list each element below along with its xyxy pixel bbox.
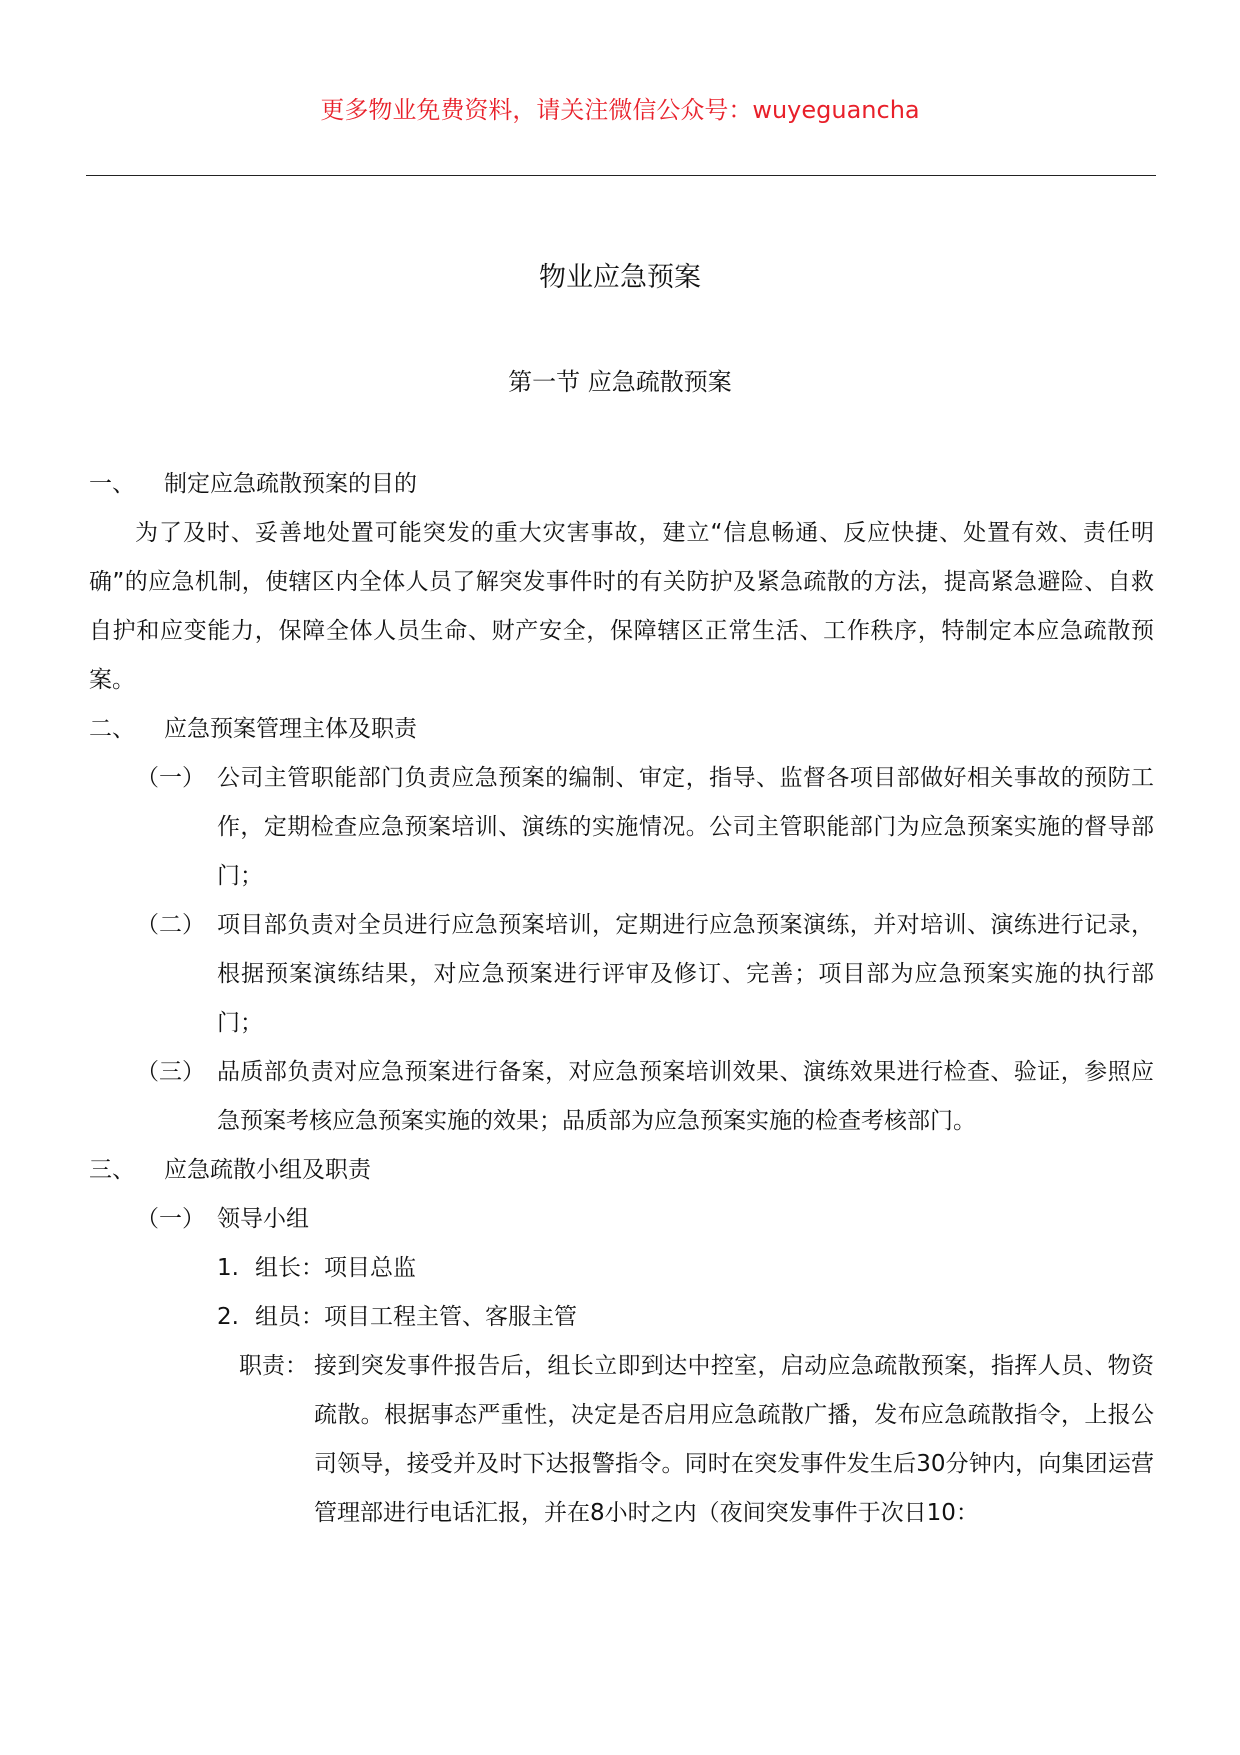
section-number: 一、 (89, 471, 135, 497)
team-heading (89, 1195, 1154, 1244)
item-number: （三） (136, 1059, 205, 1085)
management-item (89, 754, 1154, 901)
member-text: 组员：项目工程主管、客服主管 (255, 1304, 577, 1330)
item-text: 领导小组 (217, 1206, 309, 1232)
item-number: （一） (136, 1206, 205, 1232)
item-text: 品质部负责对应急预案进行备案，对应急预案培训效果、演练效果进行检查、验证，参照应急预案考核应急预案实施的效果；品质部为应急预案实施的检查考核部门。 (217, 1059, 1154, 1134)
promo-banner: 更多物业免费资料，请关注微信公众号：wuyeguancha (320, 96, 920, 124)
section-heading-text: 应急疏散小组及职责 (164, 1157, 371, 1183)
management-item (89, 901, 1154, 1048)
section-heading-3 (89, 1146, 1154, 1195)
team-duty (89, 1342, 1154, 1538)
team-member (89, 1293, 1154, 1342)
document-title: 物业应急预案 (539, 262, 701, 293)
member-text: 组长：项目总监 (255, 1255, 416, 1281)
item-number: （二） (136, 912, 205, 938)
item-text: 项目部负责对全员进行应急预案培训，定期进行应急预案演练，并对培训、演练进行记录，根据预案演练结果，对应急预案进行评审及修订、完善；项目部为应急预案实施的执行部门； (217, 912, 1154, 1036)
section-heading-1 (89, 460, 1154, 509)
management-item (89, 1048, 1154, 1146)
section-heading-2 (89, 705, 1154, 754)
duty-text: 接到突发事件报告后，组长立即到达中控室，启动应急疏散预案，指挥人员、物资疏散。根据事态严重性，决定是否启用应急疏散广播，发布应急疏散指令，上报公司领导，接受并及时下达报警指令。同时在突发事件发生后30分钟内，向集团运营管理部进行电话汇报，并在8小时之内（夜间突发事件于次日10： (314, 1353, 1154, 1526)
member-number: 1. (217, 1255, 239, 1281)
section-heading-text: 应急预案管理主体及职责 (164, 716, 417, 742)
document-body (89, 460, 1154, 1538)
purpose-paragraph: 为了及时、妥善地处置可能突发的重大灾害事故，建立“信息畅通、反应快捷、处置有效、责任明确”的应急机制，使辖区内全体人员了解突发事件时的有关防护及紧急疏散的方法，提高紧急避险、自救自护和应变能力，保障全体人员生命、财产安全，保障辖区正常生活、工作秩序，特制定本应急疏散预案。 (89, 520, 1154, 693)
section-heading-text: 制定应急疏散预案的目的 (164, 471, 417, 497)
duty-label: 职责： (239, 1353, 308, 1379)
team-member (89, 1244, 1154, 1293)
item-text: 公司主管职能部门负责应急预案的编制、审定，指导、监督各项目部做好相关事故的预防工作，定期检查应急预案培训、演练的实施情况。公司主管职能部门为应急预案实施的督导部门； (217, 765, 1154, 889)
section-number: 二、 (89, 716, 135, 742)
item-number: （一） (136, 765, 205, 791)
section-title: 第一节 应急疏散预案 (508, 368, 732, 396)
member-number: 2. (217, 1304, 239, 1330)
section-number: 三、 (89, 1157, 135, 1183)
header-divider (86, 175, 1156, 176)
